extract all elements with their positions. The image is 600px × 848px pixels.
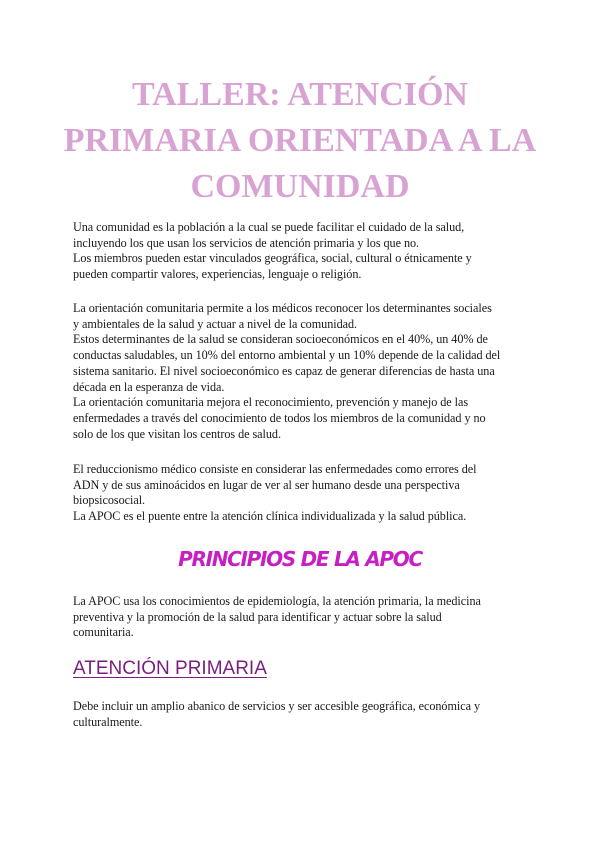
principios-heading: PRINCIPIOS DE LA APOC xyxy=(178,547,422,571)
text-line: incluyendo los que usan los servicios de atención primaria y los que no. xyxy=(73,235,420,250)
text-line: década en la esperanza de vida. xyxy=(73,379,225,394)
intro-paragraph xyxy=(73,220,535,283)
text-line: Los miembros pueden estar vinculados geográfica, social, cultural o étnicamente y xyxy=(73,251,472,266)
text-line: conductas saludables, un 10% del entorno ambiental y un 10% depende de la calidad del xyxy=(73,348,501,363)
orientation-paragraph xyxy=(73,301,535,442)
text-line: culturalmente. xyxy=(73,714,143,729)
text-line: Una comunidad es la población a la cual se puede facilitar el cuidado de la salud, xyxy=(73,220,465,234)
text-line: solo de los que visitan los centros de salud. xyxy=(73,426,281,441)
text-line: Estos determinantes de la salud se consideran socioeconómicos en el 40%, un 40% de xyxy=(73,332,488,347)
atencion-primaria-heading: ATENCIÓN PRIMARIA xyxy=(73,658,267,679)
principios-paragraph xyxy=(73,594,535,641)
text-line: preventiva y la promoción de la salud para identificar y actuar sobre la salud xyxy=(73,609,442,624)
title-line: PRIMARIA ORIENTADA A LA xyxy=(63,122,537,159)
text-line: La orientación comunitaria mejora el reconocimiento, prevención y manejo de las xyxy=(73,395,469,410)
text-line: La APOC usa los conocimientos de epidemiología, la atención primaria, la medicina xyxy=(73,594,481,608)
text-line: y ambientales de la salud y actuar a nivel de la comunidad. xyxy=(73,316,358,331)
text-line: biopsicosocial. xyxy=(73,493,146,508)
text-line: El reduccionismo médico consiste en considerar las enfermedades como errores del xyxy=(73,462,477,476)
text-line: La APOC es el puente entre la atención clínica individualizada y la salud pública. xyxy=(73,509,467,524)
text-line: sistema sanitario. El nivel socioeconómico es capaz de generar diferencias de hasta una xyxy=(73,363,495,378)
text-line: Debe incluir un amplio abanico de servicios y ser accesible geográfica, económica y xyxy=(73,699,481,713)
text-line: enfermedades a través del conocimiento de todos los miembros de la comunidad y no xyxy=(73,410,486,425)
text-line: pueden compartir valores, experiencias, lenguaje o religión. xyxy=(73,267,362,282)
text-line: La orientación comunitaria permite a los médicos reconocer los determinantes sociales xyxy=(73,301,492,315)
page-title xyxy=(60,72,540,210)
text-line: ADN y de sus aminoácidos en lugar de ver al ser humano desde una perspectiva xyxy=(73,477,460,492)
atencion-paragraph xyxy=(73,699,535,730)
title-line: COMUNIDAD xyxy=(190,168,410,205)
text-line: comunitaria. xyxy=(73,625,134,640)
title-line: TALLER: ATENCIÓN xyxy=(132,76,468,113)
reductionism-paragraph xyxy=(73,462,535,525)
